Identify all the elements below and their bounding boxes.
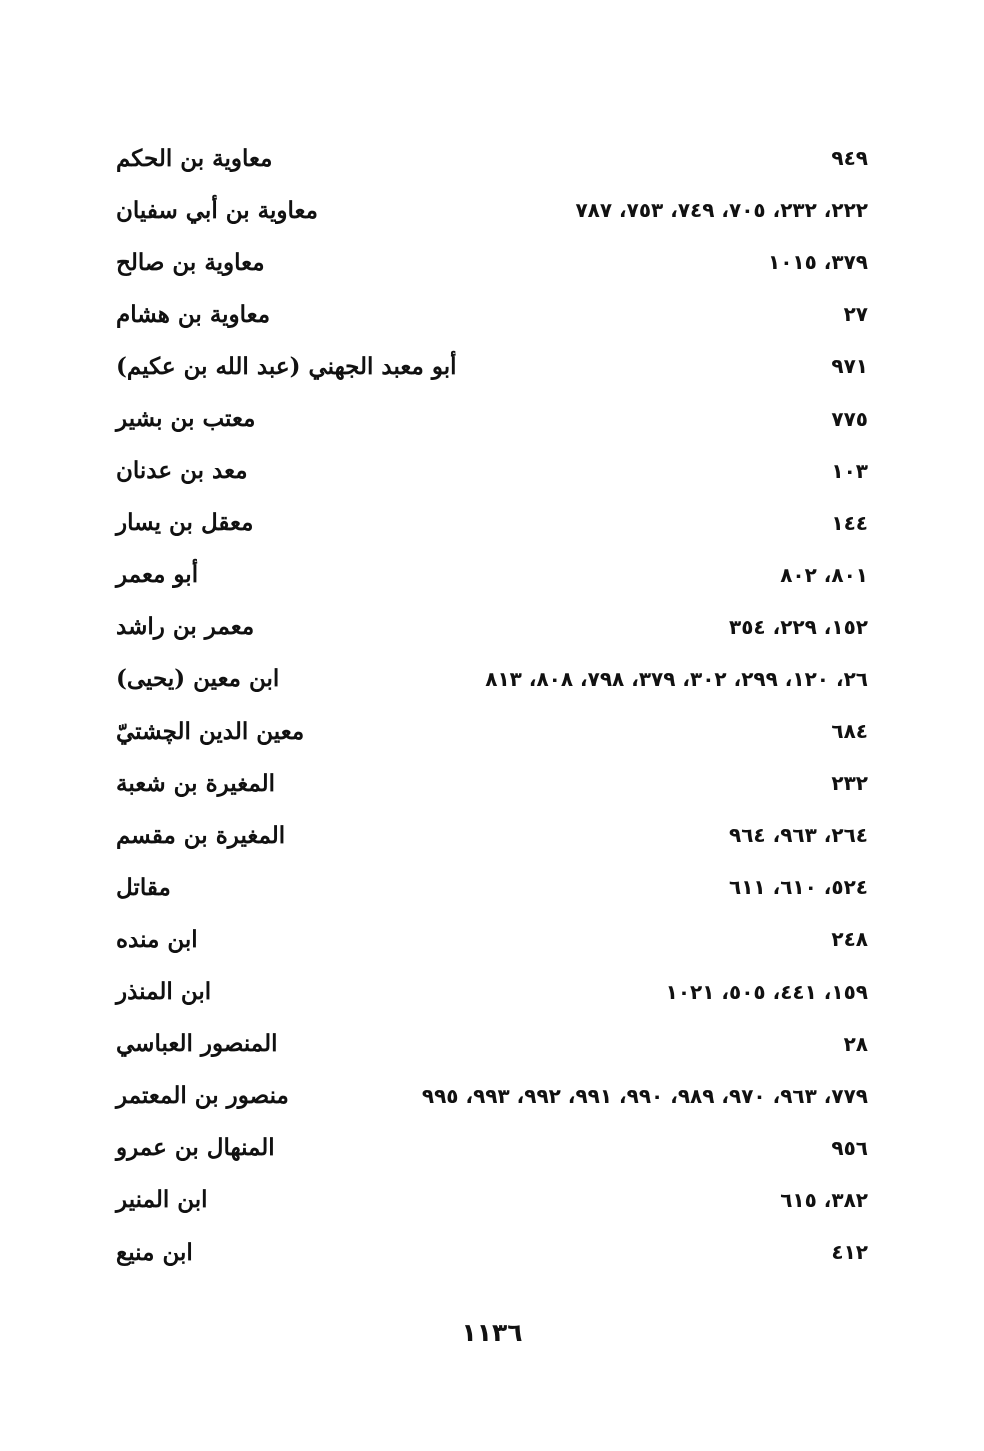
entry-name: ابن معين (يحيى) — [116, 665, 280, 693]
entry-name: المنصور العباسي — [116, 1030, 278, 1058]
entry-name: معين الدين الچشتيّ — [116, 717, 305, 745]
entry-name: معقل بن يسار — [116, 509, 254, 537]
entry-page-refs: ١٠٣ — [831, 458, 868, 483]
index-entry — [116, 445, 868, 497]
index-entry — [116, 184, 868, 236]
page-number: ١١٣٦ — [461, 1318, 523, 1347]
entry-name: المغيرة بن مقسم — [116, 821, 286, 849]
index-entries-list — [116, 132, 868, 1278]
index-entry — [116, 236, 868, 288]
entry-page-refs: ٧٧٩، ٩٦٣، ٩٧٠، ٩٨٩، ٩٩٠، ٩٩١، ٩٩٢، ٩٩٣، ٩٩٥ — [421, 1083, 868, 1108]
entry-page-refs: ٢٢٢، ٢٣٢، ٧٠٥، ٧٤٩، ٧٥٣، ٧٨٧ — [575, 198, 868, 223]
entry-name: معاوية بن هشام — [116, 300, 271, 328]
entry-page-refs: ٢٦، ١٢٠، ٢٩٩، ٣٠٢، ٣٧٩، ٧٩٨، ٨٠٨، ٨١٣ — [485, 666, 868, 691]
index-entry — [116, 653, 868, 705]
entry-name: منصور بن المعتمر — [116, 1082, 289, 1110]
entry-name: مقاتل — [116, 873, 171, 901]
index-entry — [116, 1122, 868, 1174]
entry-name: معتب بن بشير — [116, 405, 256, 433]
entry-page-refs: ٨٠١، ٨٠٢ — [780, 562, 868, 587]
index-entry — [116, 1174, 868, 1226]
entry-page-refs: ٥٢٤، ٦١٠، ٦١١ — [729, 875, 868, 900]
entry-page-refs: ٢٨ — [843, 1031, 868, 1056]
entry-name: المغيرة بن شعبة — [116, 769, 276, 797]
entry-page-refs: ١٤٤ — [831, 510, 868, 535]
entry-name: ابن المنير — [116, 1186, 208, 1214]
index-entry — [116, 549, 868, 601]
entry-page-refs: ٢٣٢ — [831, 771, 868, 796]
index-entry — [116, 1018, 868, 1070]
entry-page-refs: ٢٧ — [843, 302, 868, 327]
entry-page-refs: ٤١٢ — [831, 1240, 868, 1265]
entry-page-refs: ٢٤٨ — [831, 927, 868, 952]
index-entry — [116, 340, 868, 392]
entry-name: معاوية بن صالح — [116, 248, 265, 276]
entry-page-refs: ٣٧٩، ١٠١٥ — [767, 250, 868, 275]
index-entry — [116, 288, 868, 340]
index-entry — [116, 757, 868, 809]
index-entry — [116, 966, 868, 1018]
entry-page-refs: ٢٦٤، ٩٦٣، ٩٦٤ — [729, 823, 868, 848]
entry-page-refs: ١٥٩، ٤٤١، ٥٠٥، ١٠٢١ — [665, 979, 868, 1004]
entry-name: أبو معبد الجهني (عبد الله بن عكيم) — [116, 352, 457, 380]
index-entry — [116, 132, 868, 184]
index-entry — [116, 913, 868, 965]
entry-name: معد بن عدنان — [116, 457, 248, 485]
entry-page-refs: ٩٤٩ — [831, 146, 868, 171]
index-entry — [116, 1226, 868, 1278]
entry-page-refs: ٣٨٢، ٦١٥ — [780, 1187, 868, 1212]
index-entry — [116, 861, 868, 913]
entry-name: ابن المنذر — [116, 978, 212, 1006]
entry-name: معاوية بن أبي سفيان — [116, 196, 318, 224]
index-entry — [116, 601, 868, 653]
entry-page-refs: ٦٨٤ — [831, 719, 868, 744]
entry-name: ابن منيع — [116, 1238, 193, 1266]
index-entry — [116, 809, 868, 861]
entry-page-refs: ١٥٢، ٢٢٩، ٣٥٤ — [729, 614, 868, 639]
index-entry — [116, 497, 868, 549]
entry-name: معاوية بن الحكم — [116, 144, 273, 172]
index-entry — [116, 705, 868, 757]
entry-name: ابن منده — [116, 925, 198, 953]
entry-name: المنهال بن عمرو — [116, 1134, 275, 1162]
entry-page-refs: ٧٧٥ — [831, 406, 868, 431]
index-entry — [116, 1070, 868, 1122]
entry-name: معمر بن راشد — [116, 613, 255, 641]
index-entry — [116, 392, 868, 444]
entry-page-refs: ٩٧١ — [831, 354, 868, 379]
entry-page-refs: ٩٥٦ — [831, 1135, 868, 1160]
entry-name: أبو معمر — [116, 561, 199, 589]
